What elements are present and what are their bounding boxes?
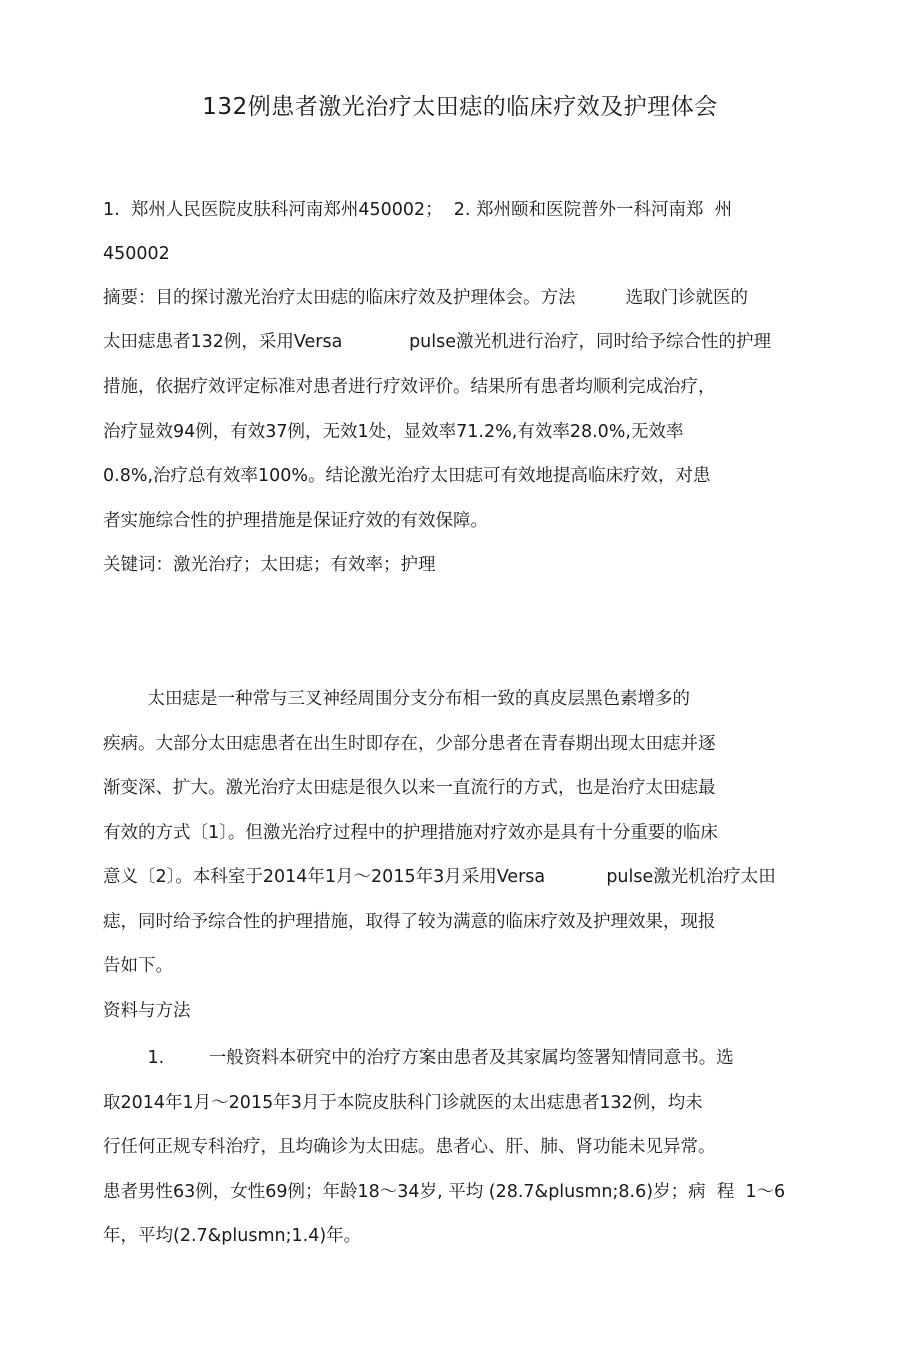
abstract-line: 措施，依据疗效评定标准对患者进行疗效评价。结果所有患者均顺利完成治疗， [103,377,716,397]
abstract-line: 0.8%,治疗总有效率100%。结论激光治疗太田痣可有效地提高临床疗效，对患 [103,466,711,486]
methods-line: 行任何正规专科治疗，且均确诊为太田痣。患者心、肝、肺、肾功能未见异常。 [103,1137,716,1157]
affiliation-line: 1. 郑州人民医院皮肤科河南郑州450002； 2. 郑州颐和医院普外一科河南郑 州 [103,200,733,220]
intro-line: 疾病。大部分太田痣患者在出生时即存在，少部分患者在青春期出现太田痣并逐 [103,734,716,754]
methods-line: 患者男性63例，女性69例；年龄18〜34岁, 平均 (28.7&plusmn;8.6)岁；病 程 1〜6 [103,1182,786,1202]
section-heading: 资料与方法 [103,1001,191,1021]
abstract-line: 者实施综合性的护理措施是保证疗效的有效保障。 [103,511,488,531]
intro-line: 告如下。 [103,956,173,976]
keywords: 关键词：激光治疗；太田痣；有效率；护理 [103,555,436,575]
intro-line: 意义〔2〕。本科室于2014年1月〜2015年3月采用Versa pulse激光机治疗太田 [103,867,776,887]
intro-line: 渐变深、扩大。激光治疗太田痣是很久以来一直流行的方式，也是治疗太田痣最 [103,778,716,798]
intro-line: 有效的方式〔1〕。但激光治疗过程中的护理措施对疗效亦是具有十分重要的临床 [103,823,718,843]
abstract-line: 太田痣患者132例，采用Versa pulse激光机进行治疗，同时给予综合性的护理 [103,332,772,352]
intro-line: 太田痣是一种常与三叉神经周围分支分布相一致的真皮层黑色素增多的 [103,689,690,709]
abstract-line: 摘要：目的探讨激光治疗太田痣的临床疗效及护理体会。方法 选取门诊就医的 [103,288,749,308]
methods-line: 年，平均(2.7&plusmn;1.4)年。 [103,1226,362,1246]
intro-line: 痣，同时给予综合性的护理措施，取得了较为满意的临床疗效及护理效果，现报 [103,912,716,932]
methods-line: 取2014年1月〜2015年3月于本院皮肤科门诊就医的太出痣患者132例，均未 [103,1093,703,1113]
abstract-line: 治疗显效94例，有效37例，无效1处，显效率71.2%,有效率28.0%,无效率 [103,422,684,442]
methods-line: 1. 一般资料本研究中的治疗方案由患者及其家属均签署知情同意书。选 [103,1048,734,1068]
affiliation-line: 450002 [103,244,170,264]
paper-title: 132例患者激光治疗太田痣的临床疗效及护理体会 [202,94,718,120]
